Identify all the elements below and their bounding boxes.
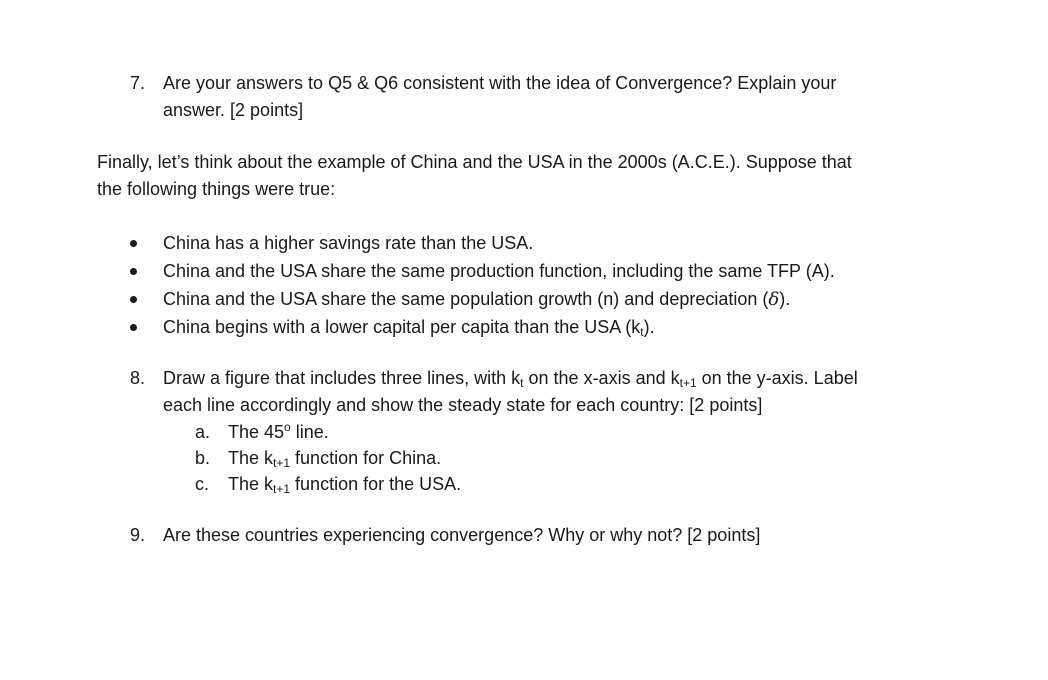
bullet-icon bbox=[130, 268, 137, 275]
text-run: Draw a figure that includes three lines, with k bbox=[163, 368, 521, 388]
list-item-text: China begins with a lower capital per capita than the USA (k bbox=[163, 317, 641, 337]
sub-item bbox=[195, 419, 948, 445]
list-item bbox=[130, 285, 948, 313]
intro-paragraph bbox=[97, 149, 948, 203]
list-item-text: China and the USA share the same population growth (n) and depreciation ( bbox=[163, 289, 769, 309]
list-item bbox=[130, 229, 948, 257]
question-number: 7. bbox=[130, 73, 146, 93]
question-text bbox=[163, 522, 948, 549]
sub-item-letter: c. bbox=[195, 474, 210, 494]
question-number: 8. bbox=[130, 368, 146, 388]
sub-item-letter: a. bbox=[195, 422, 211, 442]
subscript: t+1 bbox=[273, 456, 291, 470]
list-item-text: ). bbox=[643, 317, 655, 337]
sub-item-letter: b. bbox=[195, 448, 211, 468]
question-text bbox=[163, 70, 948, 124]
text-run: line. bbox=[290, 422, 329, 442]
list-item-text: China and the USA share the same production function, including the same TFP (A). bbox=[163, 261, 835, 281]
text-run: The k bbox=[228, 474, 274, 494]
bullet-icon bbox=[130, 240, 137, 247]
question-number: 9. bbox=[130, 525, 146, 545]
question-line: Are these countries experiencing convergence? Why or why not? [2 points] bbox=[163, 525, 761, 545]
question-line: Are your answers to Q5 & Q6 consistent with the idea of Convergence? Explain your bbox=[163, 73, 837, 93]
question-8 bbox=[130, 365, 948, 497]
question-line bbox=[163, 365, 948, 392]
text-run: The 45 bbox=[228, 422, 285, 442]
subscript: t bbox=[520, 376, 524, 390]
bullet-icon bbox=[130, 324, 137, 331]
degree-superscript: o bbox=[284, 420, 291, 434]
sub-item bbox=[195, 445, 948, 471]
question-9 bbox=[130, 522, 948, 549]
delta-symbol: δ bbox=[768, 289, 780, 310]
subscript: t+1 bbox=[679, 376, 697, 390]
question-line: answer. [2 points] bbox=[163, 100, 304, 120]
question-7 bbox=[130, 70, 948, 124]
subscript: t bbox=[640, 325, 644, 339]
text-run: on the y-axis. Label bbox=[696, 368, 858, 388]
list-item bbox=[130, 257, 948, 285]
question-line: each line accordingly and show the steady state for each country: [2 points] bbox=[163, 395, 763, 415]
list-item-text: ). bbox=[779, 289, 791, 309]
bullet-icon bbox=[130, 296, 137, 303]
sub-item-list bbox=[195, 419, 948, 497]
text-run: function for China. bbox=[290, 448, 442, 468]
text-run: function for the USA. bbox=[290, 474, 462, 494]
list-item bbox=[130, 313, 948, 341]
sub-item bbox=[195, 471, 948, 497]
text-run: The k bbox=[228, 448, 274, 468]
list-item-text: China has a higher savings rate than the USA. bbox=[163, 233, 534, 253]
subscript: t+1 bbox=[273, 482, 291, 496]
question-text bbox=[163, 365, 948, 497]
paragraph-line: Finally, let’s think about the example of China and the USA in the 2000s (A.C.E.). Suppose that bbox=[97, 152, 852, 172]
paragraph-line: the following things were true: bbox=[97, 179, 336, 199]
text-run: on the x-axis and k bbox=[523, 368, 680, 388]
assumption-list bbox=[130, 229, 948, 341]
